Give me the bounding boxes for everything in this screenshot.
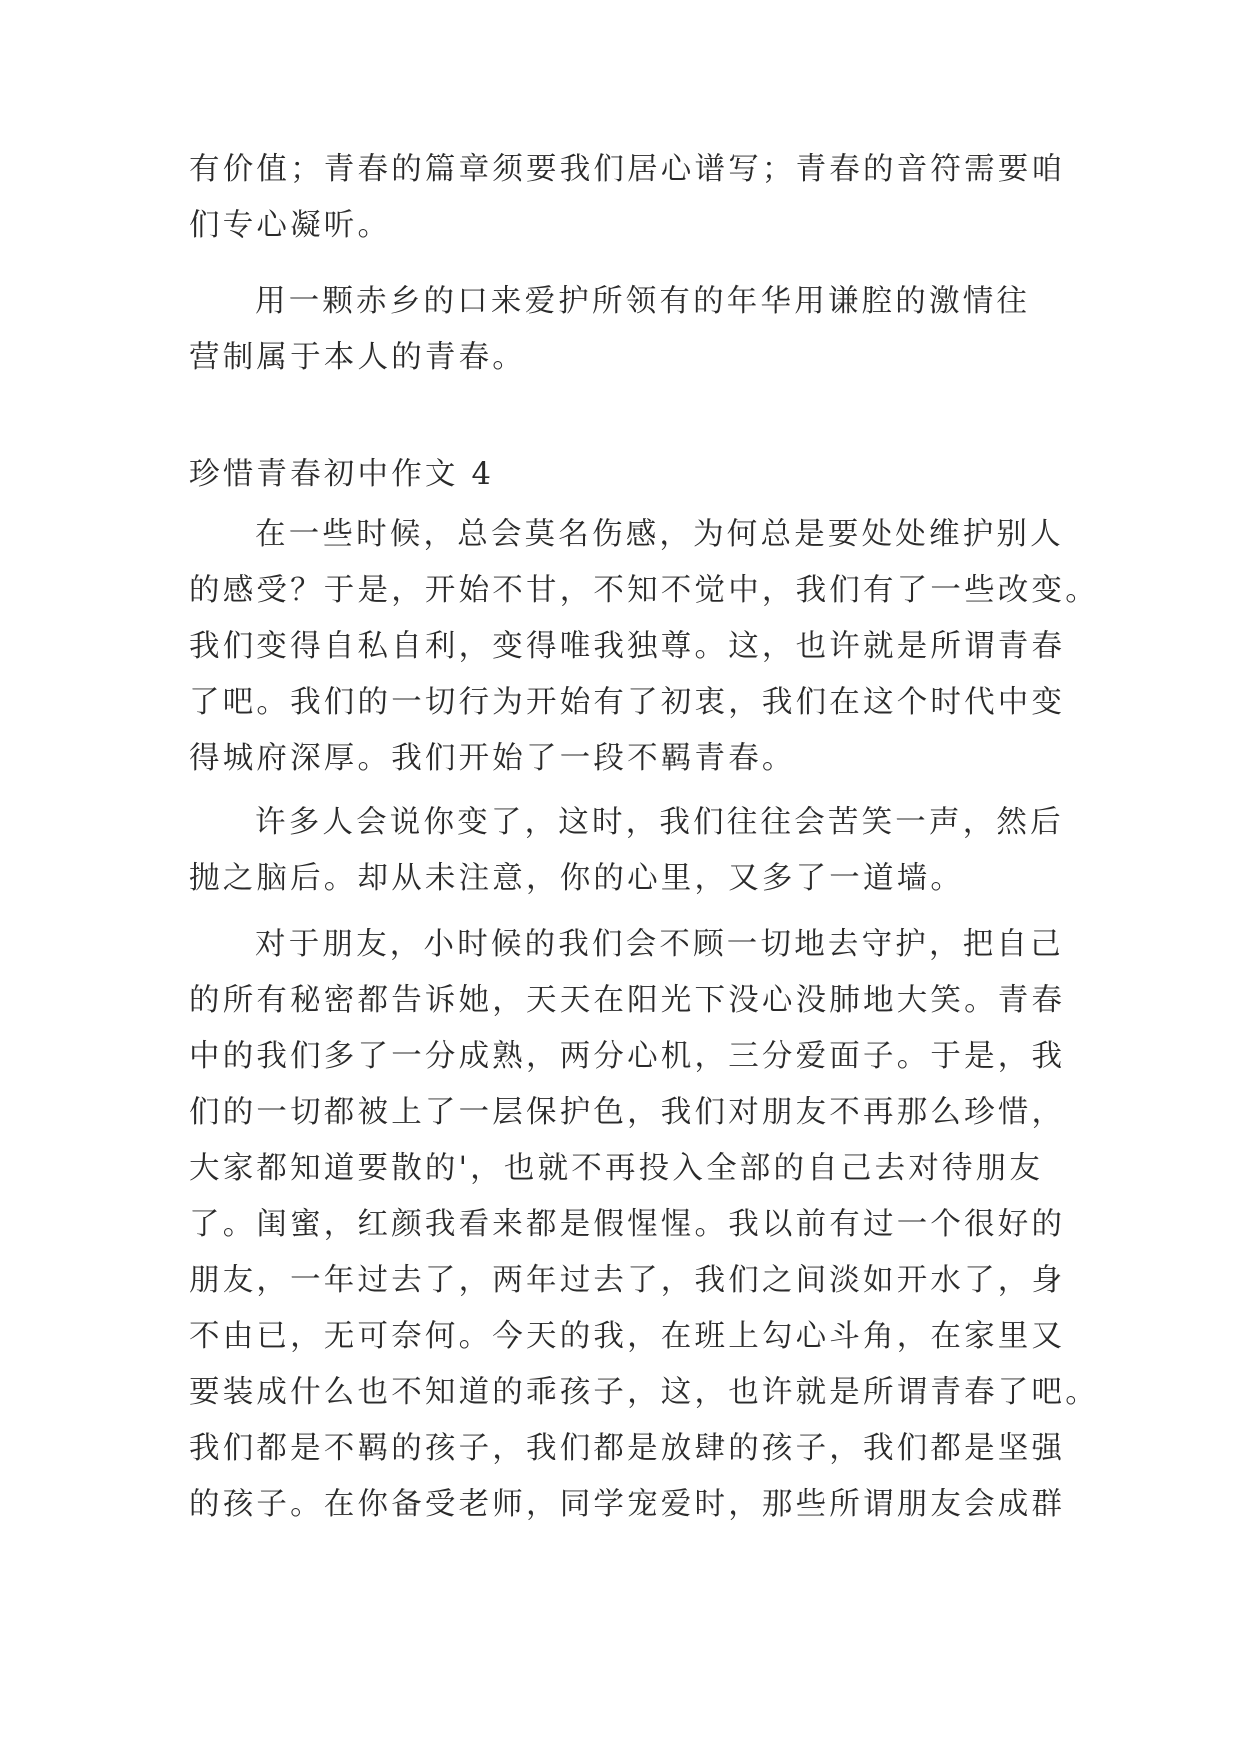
paragraph-line: 用一颗赤乡的口来爱护所领有的年华用谦腔的激情往 — [255, 284, 1031, 319]
paragraph-line: 有价值；青春的篇章须要我们居心谱写；青春的音符需要咱 — [189, 152, 1066, 187]
section-heading: 珍惜青春初中作文 4 — [189, 457, 495, 492]
paragraph-line: 对于朋友，小时候的我们会不顾一切地去守护，把自己 — [255, 927, 1064, 962]
paragraph-line: 的所有秘密都告诉她，天天在阳光下没心没肺地大笑。青春 — [189, 983, 1066, 1018]
paragraph-line: 营制属于本人的青春。 — [189, 340, 526, 375]
paragraph-line: 了吧。我们的一切行为开始有了初衷，我们在这个时代中变 — [189, 685, 1066, 720]
paragraph-line: 们专心凝听。 — [189, 208, 392, 243]
paragraph-line: 我们都是不羁的孩子，我们都是放肆的孩子，我们都是坚强 — [189, 1431, 1066, 1466]
paragraph-line: 在一些时候，总会莫名伤感，为何总是要处处维护别人 — [255, 517, 1064, 552]
paragraph-line: 们的一切都被上了一层保护色，我们对朋友不再那么珍惜， — [189, 1095, 1066, 1130]
paragraph-line: 不由已，无可奈何。今天的我，在班上勾心斗角，在家里又 — [189, 1319, 1066, 1354]
paragraph-line: 我们变得自私自利，变得唯我独尊。这，也许就是所谓青春 — [189, 629, 1066, 664]
paragraph-line: 要装成什么也不知道的乖孩子，这，也许就是所谓青春了吧。 — [189, 1375, 1099, 1410]
paragraph-line: 得城府深厚。我们开始了一段不羁青春。 — [189, 741, 796, 776]
paragraph-line: 中的我们多了一分成熟，两分心机，三分爱面子。于是，我 — [189, 1039, 1066, 1074]
paragraph-line: 了。闺蜜，红颜我看来都是假惺惺。我以前有过一个很好的 — [189, 1207, 1066, 1242]
paragraph-line: 大家都知道要散的'，也就不再投入全部的自己去对待朋友 — [189, 1151, 1044, 1186]
paragraph-line: 的孩子。在你备受老师，同学宠爱时，那些所谓朋友会成群 — [189, 1487, 1066, 1522]
paragraph-line: 的感受？于是，开始不甘，不知不觉中，我们有了一些改变。 — [189, 573, 1099, 608]
paragraph-line: 抛之脑后。却从未注意，你的心里，又多了一道墙。 — [189, 861, 965, 896]
paragraph-line: 许多人会说你变了，这时，我们往往会苦笑一声，然后 — [255, 805, 1064, 840]
paragraph-line: 朋友，一年过去了，两年过去了，我们之间淡如开水了，身 — [189, 1263, 1066, 1298]
